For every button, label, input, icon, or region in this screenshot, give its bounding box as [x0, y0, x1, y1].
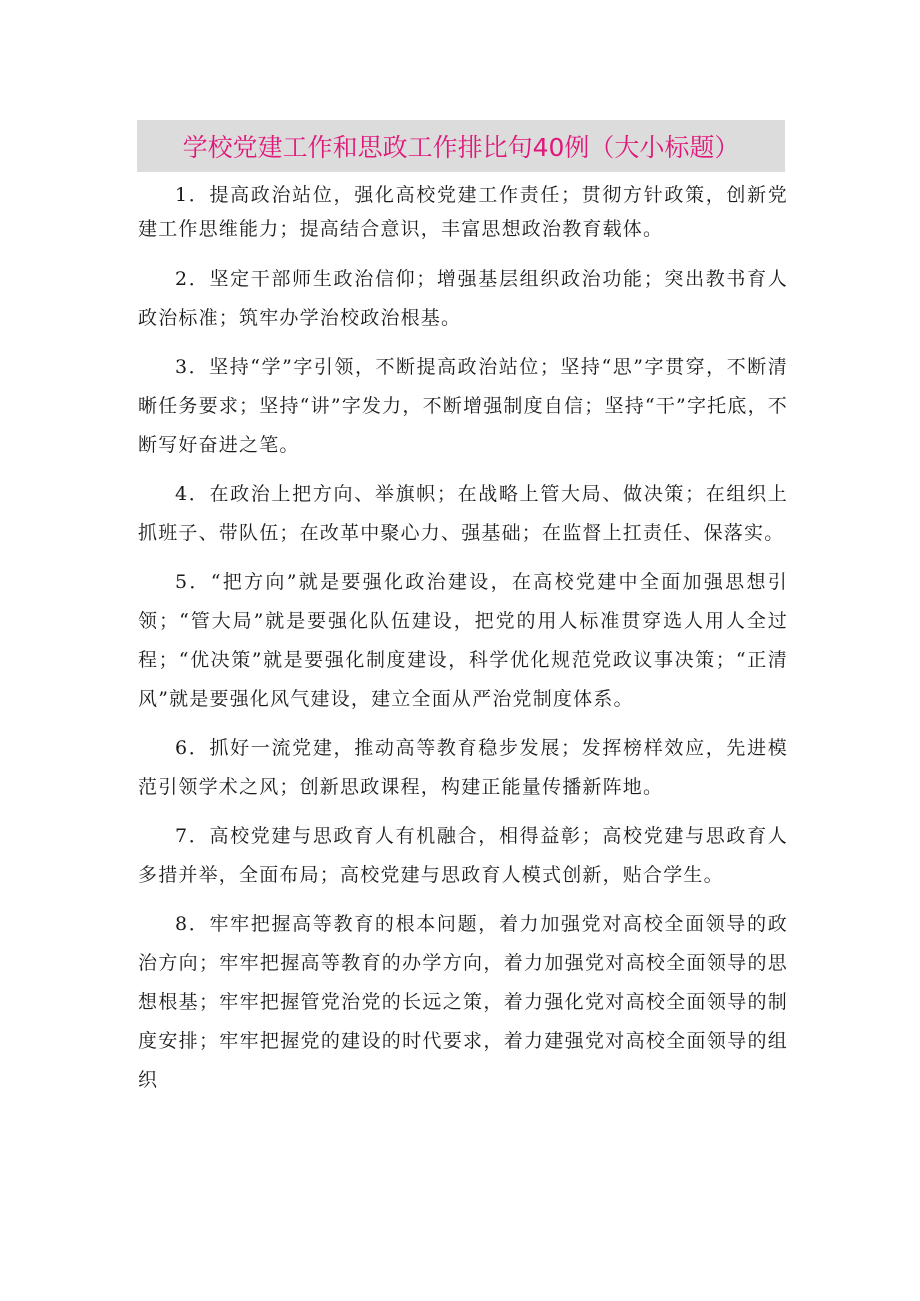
paragraph-7: 7．高校党建与思政育人有机融合，相得益彰；高校党建与思政育人多措并举，全面布局；高校党建与思政育人模式创新，贴合学生。 [138, 825, 788, 886]
paragraph-6: 6．抓好一流党建，推动高等教育稳步发展；发挥榜样效应，先进模范引领学术之风；创新思政课程，构建正能量传播新阵地。 [138, 737, 788, 798]
paragraph-2: 2．坚定干部师生政治信仰；增强基层组织政治功能；突出教书育人政治标准；筑牢办学治校政治根基。 [138, 268, 788, 329]
paragraph-4: 4．在政治上把方向、举旗帜；在战略上管大局、做决策；在组织上抓班子、带队伍；在改革中聚心力、强基础；在监督上扛责任、保落实。 [138, 483, 788, 544]
title-banner [137, 120, 785, 172]
paragraph-1: 1．提高政治站位，强化高校党建工作责任；贯彻方针政策，创新党建工作思维能力；提高结合意识，丰富思想政治教育载体。 [138, 184, 788, 240]
paragraph-8: 8．牢牢把握高等教育的根本问题，着力加强党对高校全面领导的政治方向；牢牢把握高等教育的办学方向，着力加强党对高校全面领导的思想根基；牢牢把握管党治党的长远之策，着力强化党对高校全面领导的制度安排；牢牢把握党的建设的时代要求，着力建强党对高校全面领导的组织 [138, 913, 788, 1091]
document-body [138, 178, 788, 1110]
paragraph-3: 3．坚持“学”字引领，不断提高政治站位；坚持“思”字贯穿，不断清晰任务要求；坚持“讲”字发力，不断增强制度自信；坚持“干”字托底，不断写好奋进之笔。 [138, 356, 788, 456]
paragraph-5: 5．“把方向”就是要强化政治建设，在高校党建中全面加强思想引领；“管大局”就是要强化队伍建设，把党的用人标准贯穿选人用人全过程；“优决策”就是要强化制度建设，科学优化规范党政议事决策；“正清风”就是要强化风气建设，建立全面从严治党制度体系。 [138, 571, 788, 710]
document-title: 学校党建工作和思政工作排比句40例（大小标题） [182, 133, 740, 162]
